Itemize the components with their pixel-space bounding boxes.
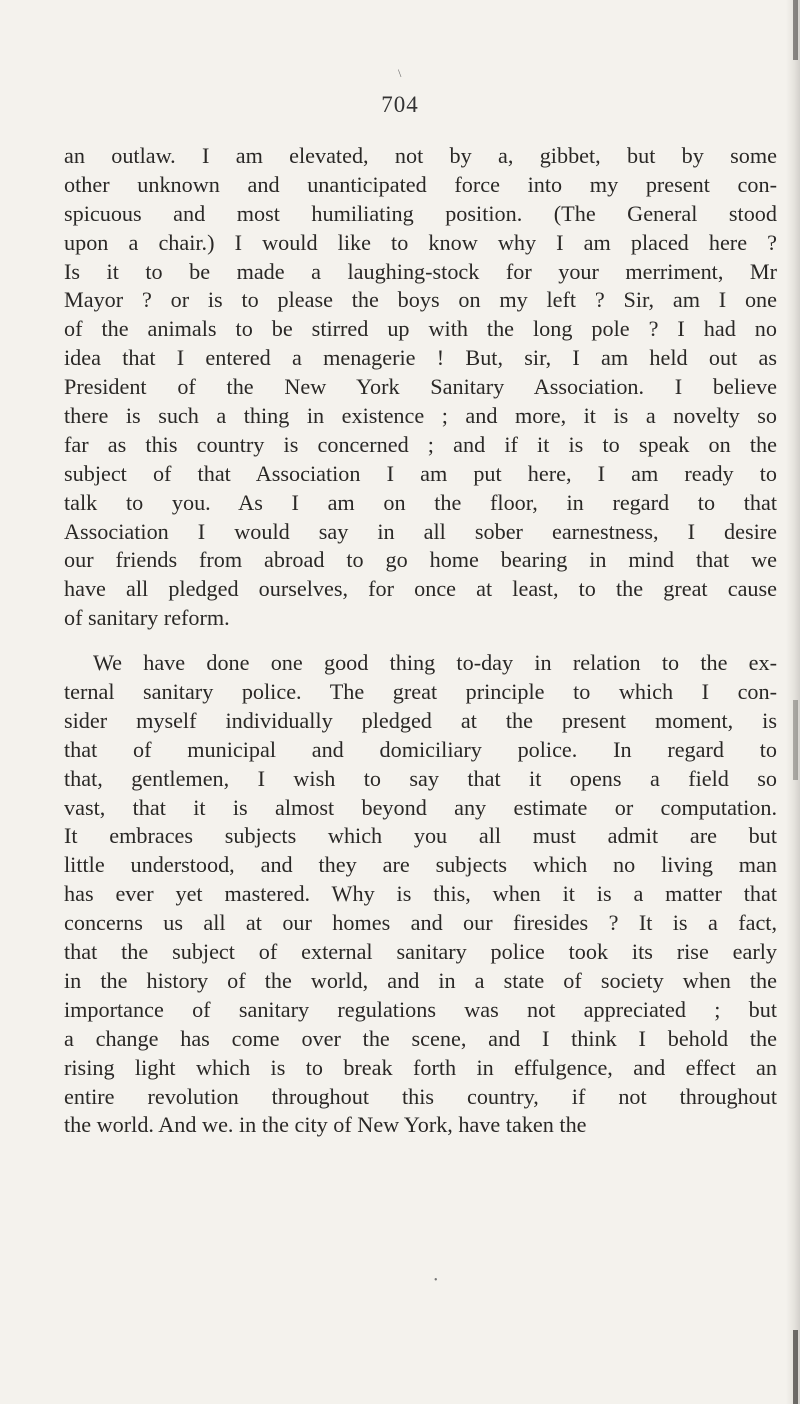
- text-line: importance of sanitary regulations was not appreciated ; but: [64, 996, 777, 1022]
- page-edge-mark: [793, 0, 798, 60]
- body-text: [64, 142, 777, 1140]
- text-line: It embraces subjects which you all must admit are but: [64, 823, 777, 849]
- text-line: spicuous and most humiliating position. (The General stood: [64, 200, 777, 226]
- text-line: that, gentlemen, I wish to say that it opens a field so: [64, 765, 777, 791]
- text-line: an outlaw. I am elevated, not by a, gibbet, but by some: [64, 143, 777, 168]
- text-line: little understood, and they are subjects which no living man: [64, 852, 777, 878]
- page-edge-mark: [793, 700, 798, 780]
- text-line: that the subject of external sanitary police took its rise early: [64, 939, 777, 965]
- text-line: vast, that it is almost beyond any estimate or computation.: [64, 794, 777, 820]
- text-line: a change has come over the scene, and I think I behold the: [64, 1025, 777, 1051]
- text-line: sider myself individually pledged at the present moment, is: [64, 707, 777, 733]
- text-line: idea that I entered a menagerie ! But, sir, I am held out as: [64, 345, 777, 371]
- paragraph: [64, 142, 777, 633]
- top-mark: \: [398, 66, 402, 80]
- text-line: of the animals to be stirred up with the long pole ? I had no: [64, 316, 777, 342]
- text-line: there is such a thing in existence ; and more, it is a novelty so: [64, 403, 777, 429]
- text-line: ternal sanitary police. The great principle to which I con-: [64, 679, 777, 705]
- page-edge-mark: [793, 1330, 798, 1404]
- text-line: our friends from abroad to go home bearing in mind that we: [64, 547, 777, 573]
- bottom-mark: •: [434, 1275, 438, 1286]
- text-line: upon a chair.) I would like to know why I am placed here ?: [64, 229, 777, 255]
- text-line: the world. And we. in the city of New York, have taken the: [64, 1112, 587, 1138]
- text-line: far as this country is concerned ; and if it is to speak on the: [64, 431, 777, 457]
- text-line: has ever yet mastered. Why is this, when it is a matter that: [64, 881, 777, 907]
- text-line: President of the New York Sanitary Association. I believe: [64, 374, 777, 400]
- text-line: rising light which is to break forth in effulgence, and effect an: [64, 1054, 777, 1080]
- text-line: of sanitary reform.: [64, 605, 230, 631]
- paragraph-gap: [64, 633, 777, 649]
- text-line: other unknown and unanticipated force into my present con-: [64, 171, 777, 197]
- text-line: that of municipal and domiciliary police. In regard to: [64, 736, 777, 762]
- text-line: Is it to be made a laughing-stock for your merriment, Mr: [64, 258, 777, 284]
- text-line: subject of that Association I am put here, I am ready to: [64, 460, 777, 486]
- page-number: 704: [381, 92, 419, 117]
- text-line: have all pledged ourselves, for once at least, to the great cause: [64, 576, 777, 602]
- text-line: Association I would say in all sober earnestness, I desire: [64, 518, 777, 544]
- paragraph: [64, 649, 777, 1140]
- text-line: concerns us all at our homes and our firesides ? It is a fact,: [64, 910, 777, 936]
- text-line: in the history of the world, and in a state of society when the: [64, 967, 777, 993]
- text-line: Mayor ? or is to please the boys on my left ? Sir, am I one: [64, 287, 777, 313]
- text-line: talk to you. As I am on the floor, in regard to that: [64, 489, 777, 515]
- text-line: We have done one good thing to-day in relation to the ex-: [93, 650, 777, 676]
- text-line: entire revolution throughout this country, if not throughout: [64, 1083, 777, 1109]
